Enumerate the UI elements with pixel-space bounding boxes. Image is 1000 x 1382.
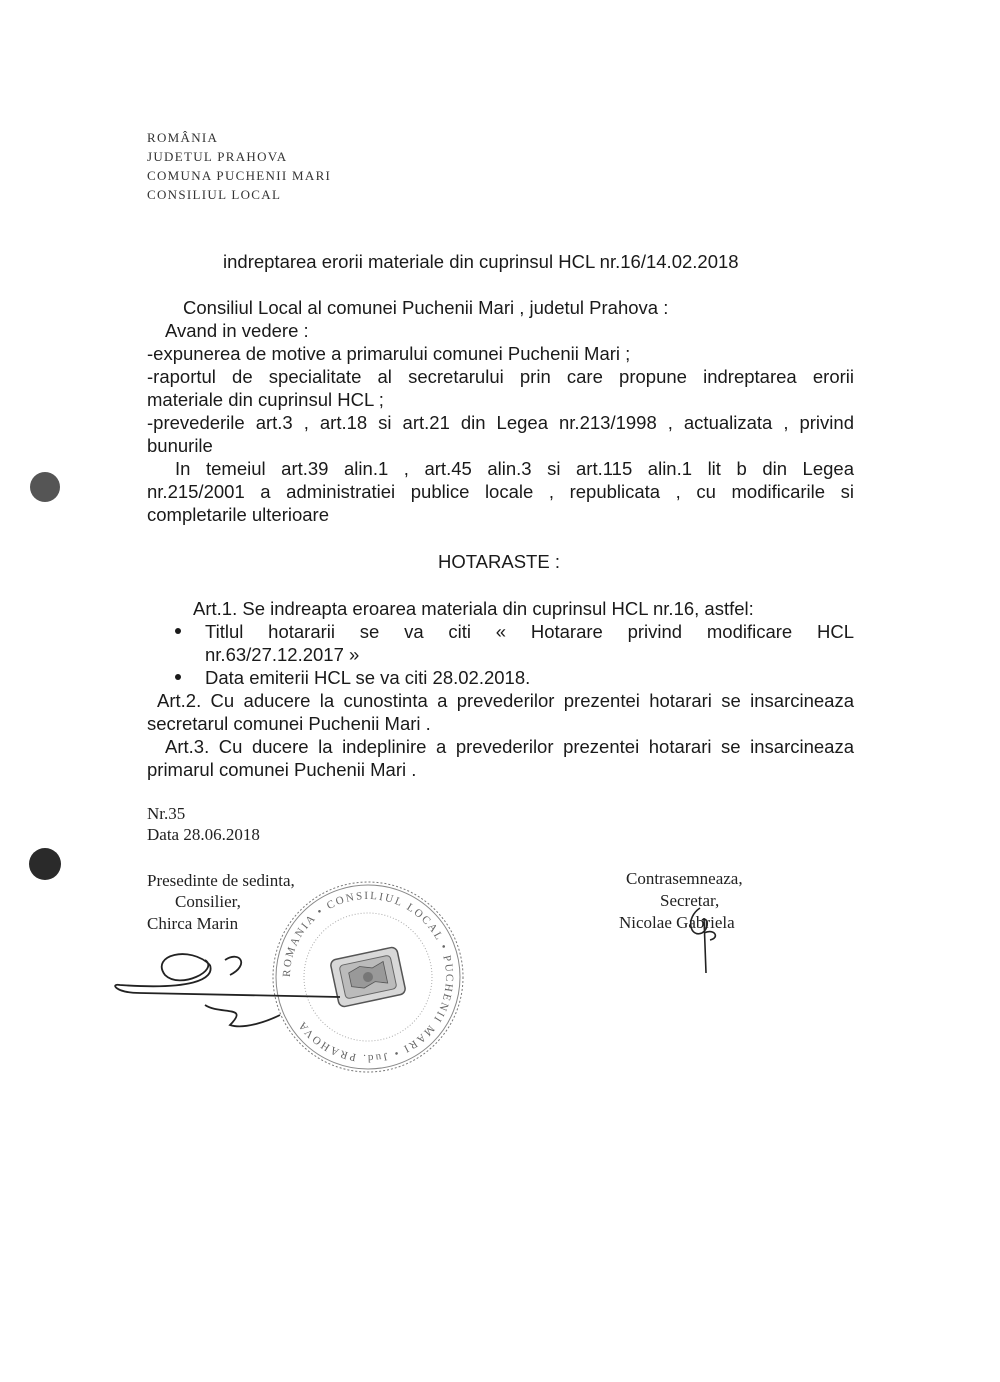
header-county: JUDETUL PRAHOVA (147, 149, 288, 164)
punch-hole-bottom (29, 848, 61, 880)
punch-hole-top (30, 472, 60, 502)
preamble-item-2: -raportul de specialitate al secretarului prin care propune indreptarea erorii (147, 366, 854, 387)
bullet-icon (175, 674, 181, 680)
decision-heading: HOTARASTE : (438, 551, 560, 572)
stamp-text: ROMANIA • CONSILIUL LOCAL • PUCHENII MARI • Jud. PRAHOVA (280, 889, 456, 1065)
councillor-title: Consilier, (175, 892, 241, 911)
article-3-cont: primarul comunei Puchenii Mari . (147, 759, 417, 780)
document-number: Nr.35 (147, 804, 186, 823)
header-country: ROMÂNIA (147, 130, 219, 145)
preamble-item-3-cont: bunurile (147, 435, 213, 456)
legal-basis: In temeiul art.39 alin.1 , art.45 alin.3 si art.115 alin.1 lit b din Legea (175, 458, 854, 479)
article-2-cont: secretarul comunei Puchenii Mari . (147, 713, 431, 734)
article-1-bullet-2: Data emiterii HCL se va citi 28.02.2018. (205, 667, 531, 688)
article-1-bullet-1: Titlul hotararii se va citi « Hotarare privind modificare HCL (205, 621, 854, 642)
secretary-name: Nicolae Gabriela (619, 913, 735, 932)
header-council: CONSILIUL LOCAL (147, 187, 282, 202)
president-name: Chirca Marin (147, 914, 239, 933)
article-1: Art.1. Se indreapta eroarea materiala din cuprinsul HCL nr.16, astfel: (193, 598, 754, 619)
preamble-item-1: -expunerea de motive a primarului comunei Puchenii Mari ; (147, 343, 631, 364)
article-2: Art.2. Cu aducere la cunostinta a prevederilor prezentei hotarari se insarcineaza (157, 690, 854, 711)
document-title: indreptarea erorii materiale din cuprinsul HCL nr.16/14.02.2018 (223, 251, 739, 272)
president-title: Presedinte de sedinta, (147, 871, 295, 890)
preamble-item-2-cont: materiale din cuprinsul HCL ; (147, 389, 384, 410)
council-line: Consiliul Local al comunei Puchenii Mari , judetul Prahova : (183, 297, 669, 318)
legal-basis-cont-1: nr.215/2001 a administratiei publice locale , republicata , cu modificarile si (147, 481, 854, 502)
header-commune: COMUNA PUCHENII MARI (147, 168, 332, 183)
avand-line: Avand in vedere : (165, 320, 309, 341)
preamble-item-3: -prevederile art.3 , art.18 si art.21 din Legea nr.213/1998 , actualizata , privind (147, 412, 854, 433)
document-date: Data 28.06.2018 (147, 825, 260, 844)
countersign-title: Contrasemneaza, (626, 869, 743, 888)
secretary-signature (680, 898, 740, 978)
article-1-bullet-1-cont: nr.63/27.12.2017 » (205, 644, 360, 665)
secretary-title: Secretar, (660, 891, 720, 910)
president-signature (110, 945, 370, 1045)
legal-basis-cont-2: completarile ulterioare (147, 504, 330, 525)
bullet-icon (175, 628, 181, 634)
article-3: Art.3. Cu ducere la indeplinire a prevederilor prezentei hotarari se insarcineaza (165, 736, 854, 757)
